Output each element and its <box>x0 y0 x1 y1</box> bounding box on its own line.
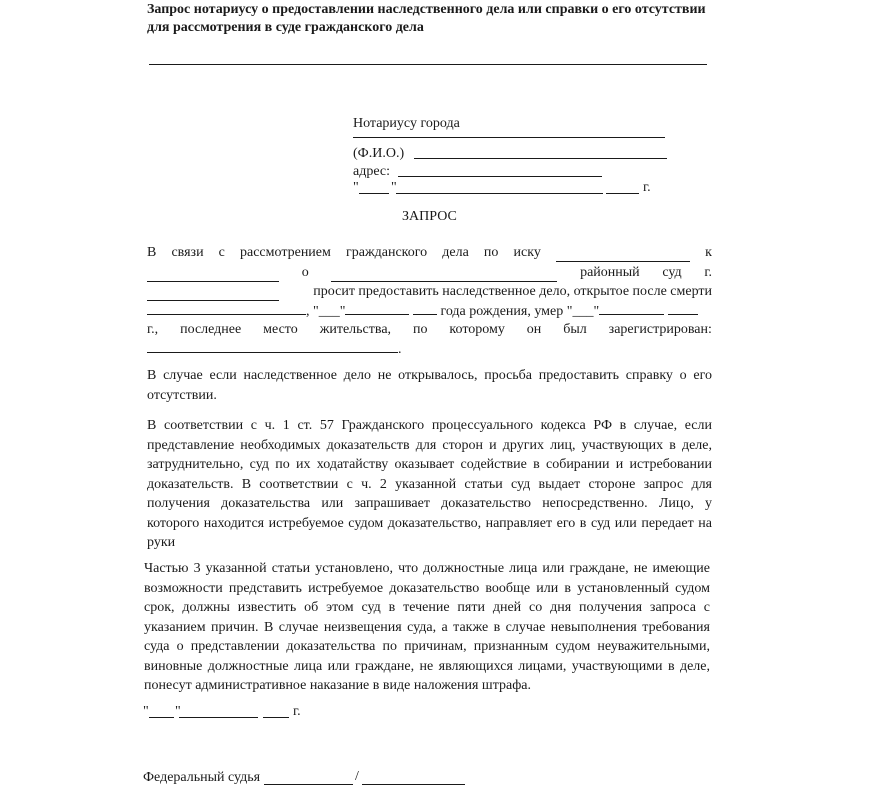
word: г., <box>147 322 159 337</box>
fio-label: (Ф.И.О.) <box>353 146 405 161</box>
word: гражданского <box>346 245 428 260</box>
signature-date-open-quote: " <box>143 704 149 719</box>
request-line-3 <box>147 282 712 301</box>
signature-date-close-quote: " <box>175 704 181 719</box>
judge-name-blank <box>362 784 465 785</box>
paragraph-line: понесут административное наказание в виде наложения штрафа. <box>144 678 531 693</box>
word: по <box>412 322 428 337</box>
request-text: . <box>398 342 402 357</box>
part3-paragraph <box>144 559 710 696</box>
month-blank <box>396 193 603 194</box>
paragraph-line: представление необходимых доказательств для сторон и других лиц, участвующих в деле, <box>147 437 712 453</box>
plaintiff-blank <box>556 248 690 262</box>
request-line-4 <box>147 301 712 320</box>
word: к <box>705 245 712 260</box>
death-month-blank <box>599 301 664 315</box>
address-blank <box>398 176 602 177</box>
day-blank <box>359 193 389 194</box>
year-suffix: г. <box>643 180 651 195</box>
birth-month-blank <box>345 301 409 315</box>
word: районный <box>580 265 640 280</box>
request-text: года рождения, умер "___" <box>440 304 600 319</box>
birth-year-blank <box>413 301 437 315</box>
word: рассмотрением <box>240 245 331 260</box>
paragraph-line: руки <box>147 535 176 550</box>
defendant-blank <box>147 268 279 282</box>
word: он <box>526 322 542 337</box>
document-title-line-1: Запрос нотариусу о предоставлении наследственного дела или справки о его отсутствии <box>147 2 706 17</box>
signature-separator: / <box>355 769 359 784</box>
word: зарегистрирован: <box>608 322 712 337</box>
word: жительства, <box>319 322 392 337</box>
signature-year-suffix: г. <box>293 704 301 719</box>
signature-year-blank <box>263 717 289 718</box>
paragraph-line: получения доказательства или запрашивает доказательство непосредственно. Лицо, у <box>147 496 712 511</box>
request-heading: ЗАПРОС <box>402 209 457 224</box>
fio-blank <box>414 158 667 159</box>
paragraph-line: отсутствии. <box>147 387 217 403</box>
word: связи <box>171 245 204 260</box>
paragraph-line: суда о представлении доказательства по причинам, признанным судом неуважительными, <box>144 639 710 654</box>
registration-address-blank <box>147 339 398 353</box>
word: г. <box>704 265 712 280</box>
death-year-blank <box>668 301 698 315</box>
claim-subject-blank <box>331 268 557 282</box>
paragraph-line: В случае если наследственное дело не открывалось, просьба предоставить справку о его <box>147 368 712 383</box>
law-paragraph <box>147 416 712 553</box>
word: иску <box>513 245 541 260</box>
date-open-quote: " <box>353 180 359 195</box>
word: дела <box>442 245 469 260</box>
notary-city-blank <box>353 137 665 138</box>
signature-month-blank <box>179 717 258 718</box>
paragraph-line: указанием причин. В случае неизвещения суда, а также в случае невыполнения требования <box>144 619 710 635</box>
court-city-blank <box>147 287 279 301</box>
word: с <box>218 245 225 260</box>
request-line-2 <box>147 263 712 282</box>
paragraph-line: срок, должны известить об этом суд в течение пяти дней со дня получения запроса с <box>144 600 710 615</box>
word: которому <box>449 322 505 337</box>
paragraph-line: возможности представить истребуемое доказательство вообще или в установленный судом <box>144 580 710 596</box>
request-text: просит предоставить наследственное дело, открытое после смерти <box>313 284 712 299</box>
date-close-quote: " <box>391 180 397 195</box>
notary-city-label: Нотариусу города <box>353 116 460 131</box>
deceased-name-blank <box>147 301 306 315</box>
document-title-line-2: для рассмотрения в суде гражданского дела <box>147 20 424 35</box>
request-line-6 <box>147 339 712 358</box>
word: суд <box>662 265 682 280</box>
request-line-1 <box>147 243 712 262</box>
year-blank <box>606 193 639 194</box>
no-case-paragraph <box>147 366 712 405</box>
paragraph-line: которого находится истребуемое судом доказательство, направляет его в суд или передает на <box>147 515 712 531</box>
judge-signature-blank <box>264 784 353 785</box>
word: по <box>483 245 499 260</box>
paragraph-line: В соответствии с ч. 1 ст. 57 Гражданского процессуального кодекса РФ в случае, если <box>147 418 712 433</box>
address-label: адрес: <box>353 164 391 179</box>
word: последнее <box>180 322 242 337</box>
word: В <box>147 245 157 260</box>
title-underline <box>149 64 707 65</box>
paragraph-line: затруднительно, суд по их ходатайству оказывает содействие в собирании и истребовании <box>147 457 712 472</box>
paragraph-line: виновные должностные лица или граждане, не являющихся лицами, участвующими в деле, <box>144 658 710 674</box>
paragraph-line: Частью 3 указанной статьи установлено, что должностные лица или граждане, не имеющие <box>144 561 710 576</box>
request-text: , "___" <box>306 304 346 319</box>
judge-label: Федеральный судья <box>143 770 261 785</box>
word: о <box>301 265 309 280</box>
word: место <box>263 322 298 337</box>
word: был <box>563 322 587 337</box>
signature-day-blank <box>149 717 174 718</box>
request-line-5 <box>147 320 712 339</box>
paragraph-line: доказательств. В соответствии с ч. 2 указанной статьи суд выдает стороне запрос для <box>147 476 712 492</box>
